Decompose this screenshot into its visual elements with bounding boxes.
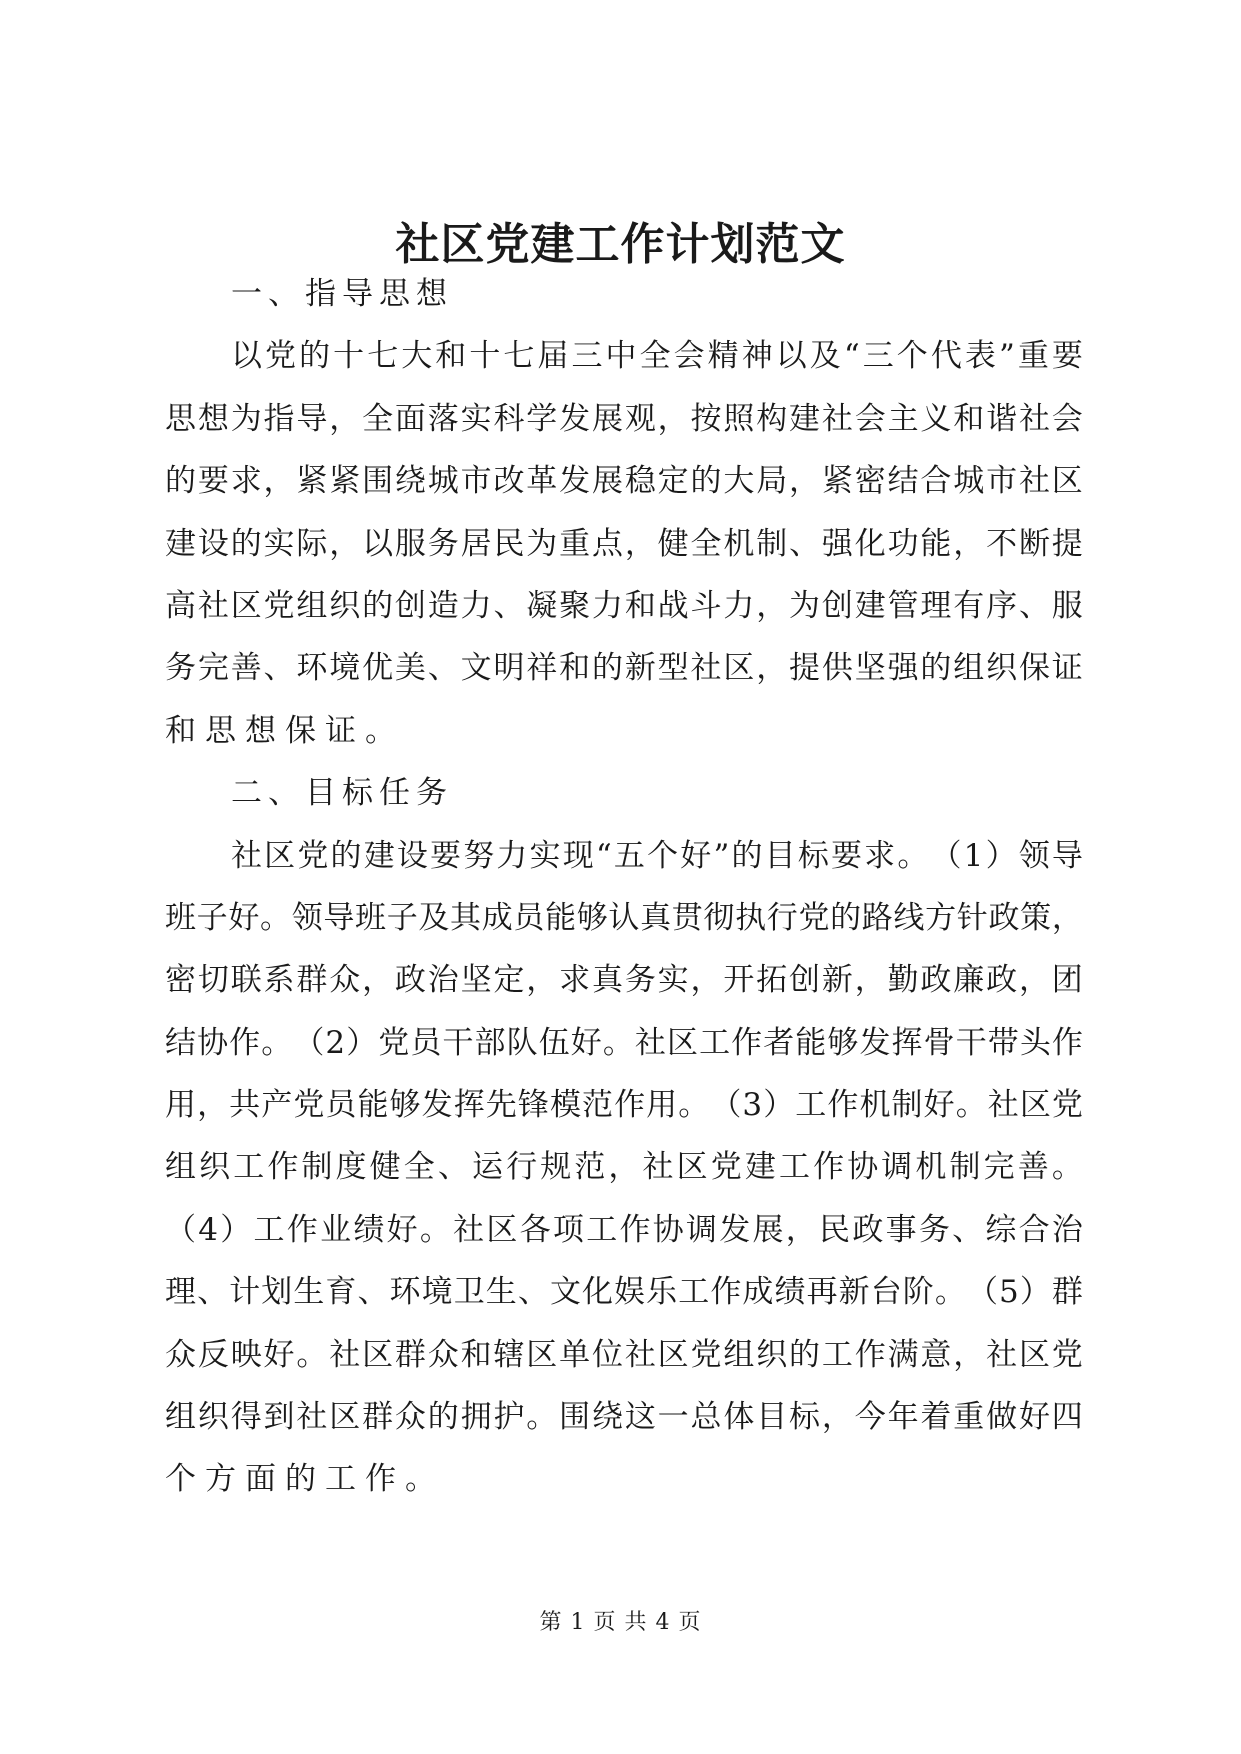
document-title: 社区党建工作计划范文 [395, 219, 846, 270]
paragraph-line: 建 设 的 实 际 ， 以 服 务 居 民 为 重 点 ， 健 全 机 制 、 强 化 功 能 ， 不 断 提 [165, 525, 1083, 562]
paragraph-line: 个方面的工作。 [165, 1461, 445, 1498]
paragraph-line: 的 要 求 ， 紧 紧 围 绕 城 市 改 革 发 展 稳 定 的 大 局 ， 紧 密 结 合 城 市 社 区 [165, 463, 1083, 500]
paragraph-line: 理 、 计 划 生 育 、 环 境 卫 生 、 文 化 娱 乐 工 作 成 绩 再 新 台 阶 。 （ 5 ） 群 [165, 1274, 1083, 1311]
paragraph-line: 和思想保证。 [165, 712, 405, 749]
section-heading: 一、指导思想 [231, 276, 453, 312]
paragraph-line: 用 ， 共 产 党 员 能 够 发 挥 先 锋 模 范 作 用 。 （ 3 ） 工 作 机 制 好 。 社 区 党 [165, 1087, 1083, 1124]
section-heading: 二、目标任务 [231, 775, 453, 812]
paragraph-line: 社 区 党 的 建 设 要 努 力 实 现 “ 五 个 好 ” 的 目 标 要 求 。 （ 1 ） 领 导 [231, 837, 1083, 874]
page-footer: 第 1 页 共 4 页 [539, 1610, 702, 1635]
paragraph-line: 思 想 为 指 导 ， 全 面 落 实 科 学 发 展 观 ， 按 照 构 建 社 会 主 义 和 谐 社 会 [165, 400, 1083, 437]
paragraph-line: 结 协 作 。 （ 2 ） 党 员 干 部 队 伍 好 。 社 区 工 作 者 能 够 发 挥 骨 干 带 头 作 [165, 1024, 1083, 1061]
paragraph-line: （ 4 ） 工 作 业 绩 好 。 社 区 各 项 工 作 协 调 发 展 ， 民 政 事 务 、 综 合 治 [165, 1211, 1083, 1248]
paragraph-line: 班 子 好 。 领 导 班 子 及 其 成 员 能 够 认 真 贯 彻 执 行 党 的 路 线 方 针 政 策 ， [165, 899, 1083, 936]
paragraph-line: 高 社 区 党 组 织 的 创 造 力 、 凝 聚 力 和 战 斗 力 ， 为 创 建 管 理 有 序 、 服 [165, 587, 1083, 624]
paragraph-line: 组 织 得 到 社 区 群 众 的 拥 护 。 围 绕 这 一 总 体 目 标 ， 今 年 着 重 做 好 四 [165, 1399, 1083, 1436]
paragraph-line: 众 反 映 好 。 社 区 群 众 和 辖 区 单 位 社 区 党 组 织 的 工 作 满 意 ， 社 区 党 [165, 1336, 1083, 1373]
paragraph-line: 以 党 的 十 七 大 和 十 七 届 三 中 全 会 精 神 以 及 “ 三 个 代 表 ” 重 要 [231, 338, 1083, 375]
paragraph-line: 密 切 联 系 群 众 ， 政 治 坚 定 ， 求 真 务 实 ， 开 拓 创 新 ， 勤 政 廉 政 ， 团 [165, 962, 1083, 999]
paragraph-line: 务 完 善 、 环 境 优 美 、 文 明 祥 和 的 新 型 社 区 ， 提 供 坚 强 的 组 织 保 证 [165, 650, 1083, 687]
paragraph-line: 组 织 工 作 制 度 健 全 、 运 行 规 范 ， 社 区 党 建 工 作 协 调 机 制 完 善 。 [165, 1149, 1083, 1186]
document-body [165, 263, 1083, 1511]
